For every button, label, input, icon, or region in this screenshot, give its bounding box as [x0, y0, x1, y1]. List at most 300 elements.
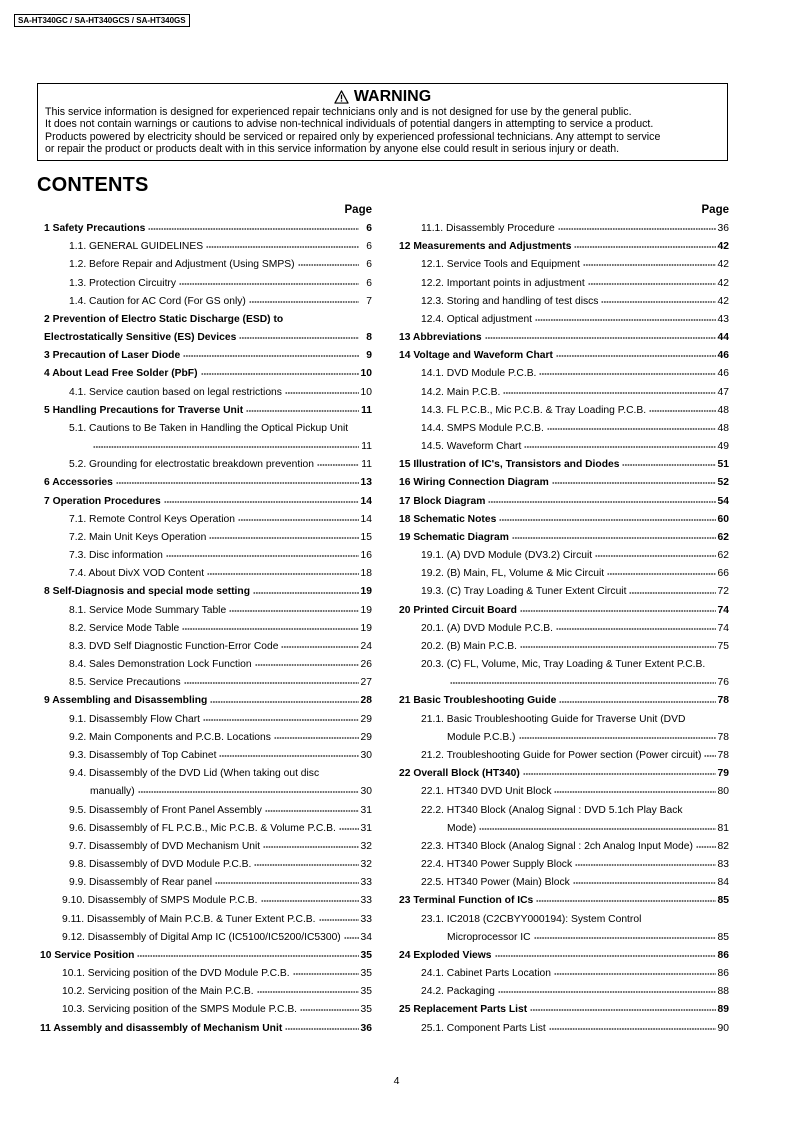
toc-entry[interactable]	[392, 856, 729, 874]
dot-leader	[574, 242, 716, 252]
toc-entry[interactable]	[37, 620, 372, 638]
toc-entry-page: 66	[717, 568, 729, 580]
toc-entry-title: 22.5. HT340 Power (Main) Block	[421, 877, 570, 889]
toc-entry-title: 22 Overall Block (HT340)	[399, 768, 520, 780]
toc-entry[interactable]	[37, 765, 372, 783]
dot-leader	[207, 569, 359, 579]
toc-entry-page: 6	[366, 277, 372, 289]
dot-leader	[503, 388, 716, 398]
toc-entry-title: 9.4. Disassembly of the DVD Lid (When taking out disc	[69, 768, 320, 780]
toc-entry[interactable]	[392, 656, 729, 674]
toc-entry[interactable]	[37, 565, 372, 583]
toc-entry[interactable]	[392, 493, 729, 511]
toc-entry-page: 43	[717, 313, 729, 325]
toc-entry[interactable]	[37, 311, 372, 329]
toc-entry-title: 11 Assembly and disassembly of Mechanism Unit	[40, 1022, 283, 1034]
toc-entry[interactable]	[37, 947, 372, 965]
toc-entry-page: 28	[360, 695, 372, 707]
toc-entry-title: 12.4. Optical adjustment	[421, 313, 533, 325]
toc-entry[interactable]	[392, 783, 729, 801]
toc-entry-title: 7.2. Main Unit Keys Operation	[69, 531, 207, 543]
toc-entry[interactable]	[37, 384, 372, 402]
toc-entry-page: 44	[717, 332, 729, 344]
toc-entry-title: Microprocessor IC	[447, 931, 531, 943]
toc-entry[interactable]	[37, 874, 372, 892]
warning-box	[37, 83, 728, 161]
toc-entry-page: 11	[361, 459, 372, 471]
toc-entry[interactable]	[37, 402, 372, 420]
toc-entry-title: 12.2. Important points in adjustment	[421, 277, 585, 289]
dot-leader	[255, 660, 359, 670]
dot-leader	[559, 697, 716, 707]
toc-entry[interactable]	[392, 692, 729, 710]
toc-entry[interactable]	[37, 783, 372, 801]
dot-leader	[249, 297, 359, 307]
toc-entry-page: 31	[360, 804, 372, 816]
toc-entry[interactable]	[392, 238, 729, 256]
dot-leader	[179, 279, 359, 289]
toc-entry-page: 11	[361, 441, 372, 453]
toc-entry[interactable]	[37, 820, 372, 838]
dot-leader	[201, 369, 359, 379]
toc-entry-page: 46	[717, 350, 729, 362]
toc-entry[interactable]	[392, 674, 729, 692]
toc-entry-page: 26	[360, 659, 372, 671]
toc-entry[interactable]	[37, 329, 372, 347]
toc-entry-page: 35	[360, 986, 372, 998]
dot-leader	[263, 842, 359, 852]
toc-entry[interactable]	[37, 511, 372, 529]
warning-text	[45, 106, 720, 156]
toc-entry-page: 16	[360, 550, 372, 562]
warning-line: Products powered by electricity should be serviced or repaired only by experienced professional technicians. Any attempt to service	[45, 130, 661, 143]
dot-leader	[450, 678, 716, 688]
dot-leader	[219, 751, 359, 761]
toc-entry-title: 25 Replacement Parts List	[399, 1004, 528, 1016]
toc-entry-title: 22.3. HT340 Block (Analog Signal : 2ch Analog Input Mode)	[421, 840, 693, 852]
toc-entry-page: 85	[717, 931, 729, 943]
toc-entry-title: 7.1. Remote Control Keys Operation	[69, 513, 235, 525]
toc-entry-page: 78	[717, 695, 729, 707]
dot-leader	[607, 569, 716, 579]
dot-leader	[183, 351, 359, 361]
toc-entry[interactable]	[392, 220, 729, 238]
dot-leader	[203, 715, 359, 725]
dot-leader	[281, 642, 359, 652]
toc-entry-title: 13 Abbreviations	[399, 332, 482, 344]
toc-entry[interactable]	[392, 947, 729, 965]
dot-leader	[595, 551, 716, 561]
toc-entry-page: 33	[360, 913, 372, 925]
toc-entry[interactable]	[37, 802, 372, 820]
toc-entry-page: 81	[717, 822, 729, 834]
toc-entry-title: 4 About Lead Free Solder (PbF)	[44, 368, 198, 380]
toc-entry-title: 2 Prevention of Electro Static Discharge (ESD) to	[44, 313, 284, 325]
dot-leader	[285, 388, 359, 398]
dot-leader	[495, 951, 716, 961]
toc-entry-page: 74	[717, 622, 729, 634]
toc-entry-title: 20.1. (A) DVD Module P.C.B.	[421, 622, 554, 634]
toc-entry-page: 75	[717, 640, 729, 652]
toc-entry-title: 1.2. Before Repair and Adjustment (Using SMPS)	[69, 259, 295, 271]
toc-entry[interactable]	[392, 747, 729, 765]
toc-entry-page: 48	[717, 422, 729, 434]
toc-entry-page: 83	[717, 859, 729, 871]
toc-entry-page: 35	[360, 1004, 372, 1016]
toc-entry[interactable]	[392, 729, 729, 747]
toc-entry-title: 7.4. About DivX VOD Content	[69, 568, 205, 580]
toc-entry[interactable]	[392, 820, 729, 838]
toc-entry[interactable]	[392, 874, 729, 892]
dot-leader	[317, 460, 359, 470]
toc-entry[interactable]	[37, 747, 372, 765]
toc-entry-title: 8.4. Sales Demonstration Lock Function	[69, 659, 252, 671]
toc-entry-title: 9.11. Disassembly of Main P.C.B. & Tuner Extent P.C.B.	[62, 913, 316, 925]
toc-entry-page: 14	[360, 495, 372, 507]
dot-leader	[485, 333, 716, 343]
toc-entry[interactable]	[37, 674, 372, 692]
toc-entry-title: 5 Handling Precautions for Traverse Unit	[44, 404, 244, 416]
toc-entry-page: 19	[360, 604, 372, 616]
toc-entry[interactable]	[37, 711, 372, 729]
toc-entry-page: 31	[360, 822, 372, 834]
toc-entry-page: 6	[366, 259, 372, 271]
toc-entry-page: 85	[717, 895, 729, 907]
toc-entry-title: 9.8. Disassembly of DVD Module P.C.B.	[69, 859, 252, 871]
toc-entry[interactable]	[392, 765, 729, 783]
toc-entry[interactable]	[392, 602, 729, 620]
toc-entry[interactable]	[37, 838, 372, 856]
toc-entry-page: 36	[360, 1022, 372, 1034]
toc-entry[interactable]	[392, 911, 729, 929]
toc-entry[interactable]	[37, 656, 372, 674]
toc-entry[interactable]	[392, 565, 729, 583]
dot-leader	[530, 1005, 716, 1015]
toc-entry-title: 6 Accessories	[44, 477, 113, 489]
toc-entry[interactable]	[392, 711, 729, 729]
toc-entry-title: 19.2. (B) Main, FL, Volume & Mic Circuit	[421, 568, 605, 580]
toc-entry-page: 42	[717, 241, 729, 253]
toc-entry[interactable]	[392, 892, 729, 910]
dot-leader	[215, 878, 359, 888]
toc-entry[interactable]	[37, 692, 372, 710]
toc-entry-title: 10 Service Position	[40, 949, 135, 961]
toc-entry[interactable]	[392, 638, 729, 656]
toc-entry-title: 20.3. (C) FL, Volume, Mic, Tray Loading & Tuner Extent P.C.B.	[421, 659, 706, 671]
dot-leader	[254, 860, 359, 870]
toc-entry[interactable]	[392, 965, 729, 983]
dot-leader	[629, 588, 716, 598]
toc-entry[interactable]	[37, 456, 372, 474]
toc-entry[interactable]	[37, 1020, 372, 1038]
toc-entry[interactable]	[37, 929, 372, 947]
toc-entry-page: 8	[366, 332, 372, 344]
toc-entry-page: 49	[717, 441, 729, 453]
toc-entry-page: 84	[717, 877, 729, 889]
toc-entry-title: 25.1. Component Parts List	[421, 1022, 546, 1034]
dot-leader	[148, 224, 359, 234]
dot-leader	[523, 769, 716, 779]
toc-entry[interactable]	[37, 365, 372, 383]
toc-entry-title: 23 Terminal Function of ICs	[399, 895, 534, 907]
toc-entry-page: 34	[360, 931, 372, 943]
dot-leader	[209, 533, 359, 543]
toc-entry[interactable]	[37, 238, 372, 256]
dot-leader	[339, 824, 359, 834]
toc-entry-title: 9.9. Disassembly of Rear panel	[69, 877, 213, 889]
toc-entry-page: 15	[360, 531, 372, 543]
toc-entry-title: 9 Assembling and Disassembling	[44, 695, 208, 707]
toc-entry-title: 22.2. HT340 Block (Analog Signal : DVD 5.1ch Play Back	[421, 804, 683, 816]
toc-list-left	[37, 220, 372, 1038]
toc-entry[interactable]	[37, 293, 372, 311]
dot-leader	[239, 333, 359, 343]
dot-leader	[552, 478, 716, 488]
dot-leader	[556, 624, 716, 634]
toc-entry[interactable]	[392, 293, 729, 311]
warning-title	[45, 87, 720, 106]
toc-entry[interactable]	[392, 438, 729, 456]
toc-entry[interactable]	[392, 1020, 729, 1038]
toc-entry[interactable]	[37, 493, 372, 511]
toc-entry-page: 30	[360, 749, 372, 761]
toc-right-column	[392, 202, 729, 1038]
toc-entry-page: 90	[717, 1022, 729, 1034]
toc-entry[interactable]	[392, 474, 729, 492]
toc-entry-title: 8.2. Service Mode Table	[69, 622, 180, 634]
warning-line: or repair the product or products dealt with in this service information by anyone else could result in serious injury or death.	[45, 143, 620, 156]
toc-entry-title: 5.1. Cautions to Be Taken in Handling the Optical Pickup Unit	[69, 422, 349, 434]
toc-entry[interactable]	[37, 856, 372, 874]
toc-entry-title: 14.5. Waveform Chart	[421, 441, 522, 453]
toc-entry-page: 72	[717, 586, 729, 598]
dot-leader	[524, 442, 716, 452]
page-number: 4	[393, 1075, 400, 1087]
dot-leader	[556, 351, 716, 361]
dot-leader	[499, 515, 716, 525]
dot-leader	[257, 987, 359, 997]
toc-entry[interactable]	[392, 511, 729, 529]
toc-entry-page: 36	[717, 223, 729, 234]
toc-entry-title: 9.1. Disassembly Flow Chart	[69, 713, 201, 725]
dot-leader	[319, 915, 359, 925]
toc-entry-page: 35	[360, 968, 372, 980]
toc-entry[interactable]	[392, 583, 729, 601]
toc-entry[interactable]	[392, 456, 729, 474]
toc-entry-title: 19 Schematic Diagram	[399, 531, 509, 543]
toc-entry[interactable]	[37, 547, 372, 565]
dot-leader	[246, 406, 359, 416]
toc-entry-title: 9.3. Disassembly of Top Cabinet	[69, 749, 217, 761]
toc-entry-page: 24	[360, 640, 372, 652]
toc-entry-title: 7.3. Disc information	[69, 550, 163, 562]
toc-entry-page: 10	[360, 368, 372, 380]
toc-entry-page: 78	[717, 731, 729, 743]
toc-entry[interactable]	[37, 529, 372, 547]
toc-entry-title: 20 Printed Circuit Board	[399, 604, 517, 616]
toc-entry-page: 48	[717, 404, 729, 416]
toc-entry-page: 80	[717, 786, 729, 798]
toc-entry-page: 32	[360, 840, 372, 852]
toc-entry[interactable]	[392, 983, 729, 1001]
toc-entry[interactable]	[392, 547, 729, 565]
toc-entry[interactable]	[37, 892, 372, 910]
dot-leader	[261, 896, 359, 906]
toc-entry[interactable]	[37, 420, 372, 438]
dot-leader	[184, 678, 359, 688]
toc-entry-title: 5.2. Grounding for electrostatic breakdown prevention	[69, 459, 314, 471]
dot-leader	[229, 606, 359, 616]
toc-entry-page: 32	[360, 859, 372, 871]
dot-leader	[558, 224, 716, 234]
toc-entry[interactable]	[37, 983, 372, 1001]
toc-entry-title: 10.1. Servicing position of the DVD Module P.C.B.	[62, 968, 290, 980]
toc-entry-title: 18 Schematic Notes	[399, 513, 497, 525]
toc-entry-title: 1.1. GENERAL GUIDELINES	[69, 241, 204, 253]
toc-entry[interactable]	[392, 529, 729, 547]
toc-entry-title: 1.4. Caution for AC Cord (For GS only)	[69, 295, 246, 307]
dot-leader	[182, 624, 359, 634]
toc-entry-title: 16 Wiring Connection Diagram	[399, 477, 549, 489]
toc-entry[interactable]	[37, 474, 372, 492]
toc-entry-page: 88	[717, 986, 729, 998]
toc-entry-page: 33	[360, 895, 372, 907]
toc-entry[interactable]	[392, 384, 729, 402]
toc-entry-page: 62	[717, 550, 729, 562]
toc-entry-page: 47	[717, 386, 729, 398]
warning-title-text: WARNING	[353, 88, 432, 105]
contents-title: CONTENTS	[37, 174, 149, 196]
toc-left-column	[37, 202, 372, 1038]
toc-entry[interactable]	[392, 620, 729, 638]
toc-entry-page: 54	[717, 495, 729, 507]
dot-leader	[265, 806, 359, 816]
toc-entry-page: 35	[360, 949, 372, 961]
toc-entry-title: 9.10. Disassembly of SMPS Module P.C.B.	[62, 895, 258, 907]
dot-leader	[583, 260, 716, 270]
toc-entry-title: 12.3. Storing and handling of test discs	[421, 295, 599, 307]
toc-entry-title: 14.1. DVD Module P.C.B.	[421, 368, 537, 380]
toc-entry-page: 42	[717, 295, 729, 307]
toc-entry[interactable]	[37, 275, 372, 293]
dot-leader	[601, 297, 716, 307]
toc-entry-page: 52	[717, 477, 729, 489]
toc-entry-title: 22.1. HT340 DVD Unit Block	[421, 786, 552, 798]
dot-leader	[210, 697, 359, 707]
toc-entry[interactable]	[392, 256, 729, 274]
toc-entry[interactable]	[37, 438, 372, 456]
toc-entry-page: 29	[360, 713, 372, 725]
toc-entry-page: 62	[717, 531, 729, 543]
toc-entry-page: 42	[717, 259, 729, 271]
toc-entry-title: 24.2. Packaging	[421, 986, 495, 998]
toc-entry-title: 12.1. Service Tools and Equipment	[421, 259, 580, 271]
toc-entry-title: Electrostatically Sensitive (ES) Devices	[44, 332, 237, 344]
toc-entry-page: 60	[717, 513, 729, 525]
toc-entry-page: 29	[360, 731, 372, 743]
toc-entry[interactable]	[37, 347, 372, 365]
toc-entry-title: 14.2. Main P.C.B.	[421, 386, 501, 398]
toc-entry-page: 79	[717, 768, 729, 780]
toc-entry-title: 15 Illustration of IC's, Transistors and Diodes	[399, 459, 620, 471]
toc-entry[interactable]	[392, 929, 729, 947]
toc-entry-title: 11.1. Disassembly Procedure	[421, 223, 555, 234]
toc-entry[interactable]	[392, 802, 729, 820]
toc-entry-page: 46	[717, 368, 729, 380]
toc-entry-title: 8.3. DVD Self Diagnostic Function-Error Code	[69, 640, 279, 652]
dot-leader	[164, 497, 359, 507]
dot-leader	[554, 787, 716, 797]
toc-entry-title: manually)	[90, 786, 135, 798]
dot-leader	[285, 1024, 359, 1034]
toc-entry-title: 24 Exploded Views	[399, 949, 492, 961]
dot-leader	[573, 878, 716, 888]
toc-entry[interactable]	[392, 311, 729, 329]
toc-entry-title: Mode)	[447, 822, 477, 834]
dot-leader	[274, 733, 359, 743]
toc-entry-title: 3 Precaution of Laser Diode	[44, 350, 181, 362]
toc-entry-title: 24.1. Cabinet Parts Location	[421, 968, 551, 980]
toc-entry[interactable]	[392, 420, 729, 438]
toc-entry[interactable]	[37, 583, 372, 601]
toc-entry-title: 21.1. Basic Troubleshooting Guide for Traverse Unit (DVD	[421, 713, 686, 725]
toc-entry[interactable]	[37, 911, 372, 929]
toc-entry-title: 21.2. Troubleshooting Guide for Power section (Power circuit)	[421, 749, 702, 761]
toc-entry[interactable]	[392, 1001, 729, 1019]
toc-entry-title: 4.1. Service caution based on legal restrictions	[69, 386, 282, 398]
toc-entry-page: 19	[360, 586, 372, 598]
dot-leader	[253, 588, 359, 598]
toc-entry-title: 12 Measurements and Adjustments	[399, 241, 572, 253]
toc-list-right	[392, 220, 729, 1038]
dot-leader	[536, 896, 716, 906]
toc-entry[interactable]	[392, 402, 729, 420]
toc-entry-title: 19.3. (C) Tray Loading & Tuner Extent Circuit	[421, 586, 627, 598]
warning-triangle-icon	[334, 90, 349, 104]
toc-entry-title: 1 Safety Precautions	[44, 223, 146, 234]
toc-entry[interactable]	[392, 275, 729, 293]
toc-entry[interactable]	[392, 365, 729, 383]
toc-entry[interactable]	[392, 347, 729, 365]
toc-entry[interactable]	[392, 838, 729, 856]
toc-entry-page: 7	[366, 295, 372, 307]
warning-line: It does not contain warnings or cautions to advise non-technical individuals of potential dangers in attempting to service a product.	[45, 118, 654, 131]
toc-entry-page: 86	[717, 968, 729, 980]
toc-entry-page: 51	[717, 459, 729, 471]
toc-entry[interactable]	[392, 329, 729, 347]
toc-entry[interactable]	[37, 965, 372, 983]
toc-entry[interactable]	[37, 729, 372, 747]
toc-entry[interactable]	[37, 638, 372, 656]
dot-leader	[293, 969, 359, 979]
dot-leader	[116, 478, 359, 488]
dot-leader	[138, 787, 359, 797]
toc-entry-page: 18	[360, 568, 372, 580]
toc-entry[interactable]	[37, 220, 372, 238]
toc-entry-title: 9.7. Disassembly of DVD Mechanism Unit	[69, 840, 261, 852]
toc-entry[interactable]	[37, 602, 372, 620]
toc-entry-title: 8 Self-Diagnosis and special mode setting	[44, 586, 250, 598]
toc-entry[interactable]	[37, 256, 372, 274]
toc-entry-title: 21 Basic Troubleshooting Guide	[399, 695, 557, 707]
model-label: SA-HT340GC / SA-HT340GCS / SA-HT340GS	[14, 14, 190, 27]
toc-entry-page: 33	[360, 877, 372, 889]
dot-leader	[588, 279, 716, 289]
toc-entry-page: 86	[717, 949, 729, 961]
toc-entry[interactable]	[37, 1001, 372, 1019]
toc-entry-page: 82	[717, 840, 729, 852]
toc-entry-page: 6	[366, 241, 372, 253]
